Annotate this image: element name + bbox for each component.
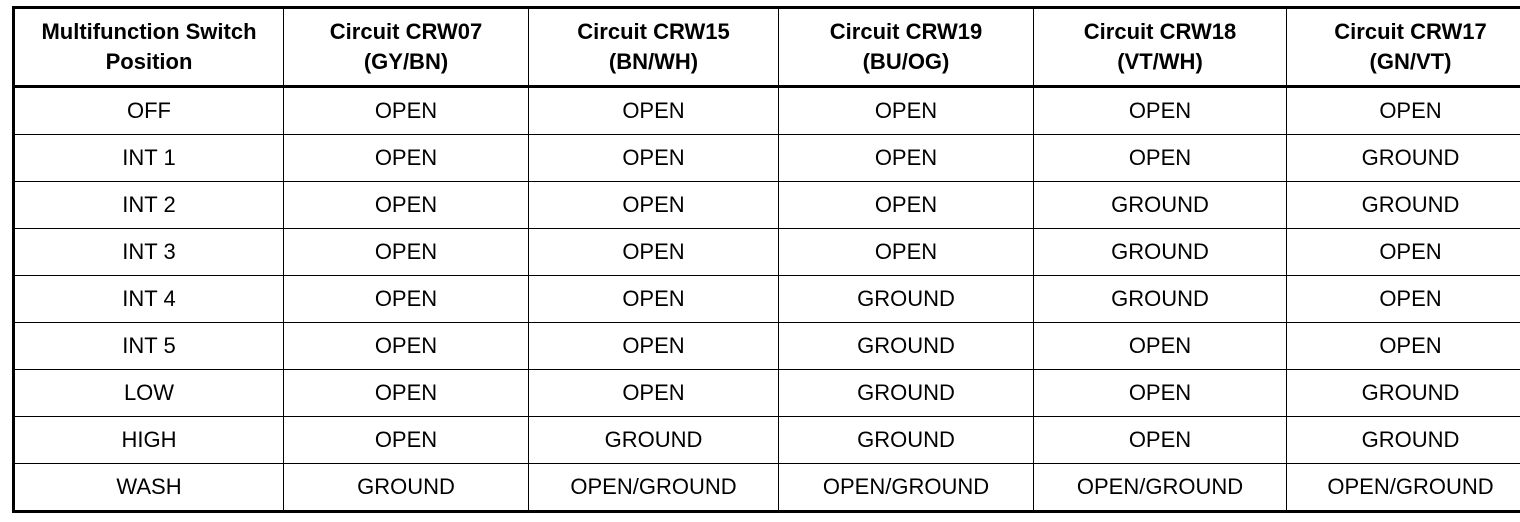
cell-position: INT 1: [14, 135, 284, 182]
cell-crw07: OPEN: [284, 135, 529, 182]
header-switch-position: [14, 8, 284, 87]
table-row: [14, 182, 1520, 229]
table-row: [14, 464, 1520, 512]
cell-crw07: OPEN: [284, 323, 529, 370]
table-row: [14, 323, 1520, 370]
header-circuit-crw19: [779, 8, 1034, 87]
cell-crw19: GROUND: [779, 323, 1034, 370]
cell-crw19: OPEN: [779, 87, 1034, 135]
cell-crw18: OPEN: [1034, 323, 1287, 370]
cell-position: INT 4: [14, 276, 284, 323]
cell-crw18: GROUND: [1034, 276, 1287, 323]
header-line: (GN/VT): [1369, 49, 1452, 74]
switch-circuit-table: [12, 6, 1520, 513]
table-body: [14, 87, 1520, 512]
cell-crw17: GROUND: [1287, 135, 1520, 182]
cell-crw17: GROUND: [1287, 182, 1520, 229]
cell-crw19: OPEN: [779, 135, 1034, 182]
cell-position: INT 5: [14, 323, 284, 370]
cell-crw18: GROUND: [1034, 182, 1287, 229]
cell-crw18: OPEN: [1034, 135, 1287, 182]
cell-crw18: OPEN: [1034, 370, 1287, 417]
cell-position: INT 2: [14, 182, 284, 229]
header-line: (GY/BN): [363, 49, 449, 74]
cell-crw07: OPEN: [284, 370, 529, 417]
header-line: Circuit CRW07: [329, 19, 483, 44]
cell-crw17: OPEN/GROUND: [1287, 464, 1520, 512]
cell-crw17: OPEN: [1287, 276, 1520, 323]
cell-position: LOW: [14, 370, 284, 417]
cell-position: HIGH: [14, 417, 284, 464]
cell-crw17: OPEN: [1287, 87, 1520, 135]
cell-position: INT 3: [14, 229, 284, 276]
cell-crw18: OPEN/GROUND: [1034, 464, 1287, 512]
cell-crw07: OPEN: [284, 87, 529, 135]
header-line: (BU/OG): [862, 49, 950, 74]
cell-crw15: OPEN/GROUND: [529, 464, 779, 512]
header-line: Position: [105, 49, 193, 74]
cell-crw15: GROUND: [529, 417, 779, 464]
cell-crw07: OPEN: [284, 182, 529, 229]
cell-crw19: OPEN: [779, 229, 1034, 276]
cell-crw19: OPEN: [779, 182, 1034, 229]
table-row: [14, 229, 1520, 276]
cell-crw15: OPEN: [529, 370, 779, 417]
header-line: Circuit CRW17: [1334, 19, 1487, 44]
header-line: (BN/WH): [608, 49, 699, 74]
table-row: [14, 87, 1520, 135]
cell-crw07: OPEN: [284, 276, 529, 323]
cell-crw15: OPEN: [529, 276, 779, 323]
cell-position: WASH: [14, 464, 284, 512]
header-row: [14, 8, 1520, 87]
cell-crw17: OPEN: [1287, 323, 1520, 370]
cell-crw15: OPEN: [529, 87, 779, 135]
cell-crw17: GROUND: [1287, 417, 1520, 464]
table-row: [14, 417, 1520, 464]
cell-crw15: OPEN: [529, 182, 779, 229]
cell-crw17: OPEN: [1287, 229, 1520, 276]
header-line: Multifunction Switch: [41, 19, 257, 44]
cell-crw19: GROUND: [779, 417, 1034, 464]
cell-crw17: GROUND: [1287, 370, 1520, 417]
cell-crw07: GROUND: [284, 464, 529, 512]
header-line: (VT/WH): [1117, 49, 1203, 74]
table-row: [14, 276, 1520, 323]
header-line: Circuit CRW19: [829, 19, 983, 44]
cell-crw19: GROUND: [779, 276, 1034, 323]
header-circuit-crw07: [284, 8, 529, 87]
cell-crw07: OPEN: [284, 229, 529, 276]
cell-position: OFF: [14, 87, 284, 135]
header-circuit-crw18: [1034, 8, 1287, 87]
header-circuit-crw17: [1287, 8, 1520, 87]
header-circuit-crw15: [529, 8, 779, 87]
cell-crw19: GROUND: [779, 370, 1034, 417]
table-row: [14, 370, 1520, 417]
cell-crw07: OPEN: [284, 417, 529, 464]
cell-crw15: OPEN: [529, 135, 779, 182]
cell-crw18: GROUND: [1034, 229, 1287, 276]
cell-crw15: OPEN: [529, 323, 779, 370]
table-row: [14, 135, 1520, 182]
cell-crw18: OPEN: [1034, 87, 1287, 135]
cell-crw19: OPEN/GROUND: [779, 464, 1034, 512]
header-line: Circuit CRW15: [577, 19, 730, 44]
header-line: Circuit CRW18: [1083, 19, 1237, 44]
cell-crw15: OPEN: [529, 229, 779, 276]
cell-crw18: OPEN: [1034, 417, 1287, 464]
table-header: [14, 8, 1520, 87]
